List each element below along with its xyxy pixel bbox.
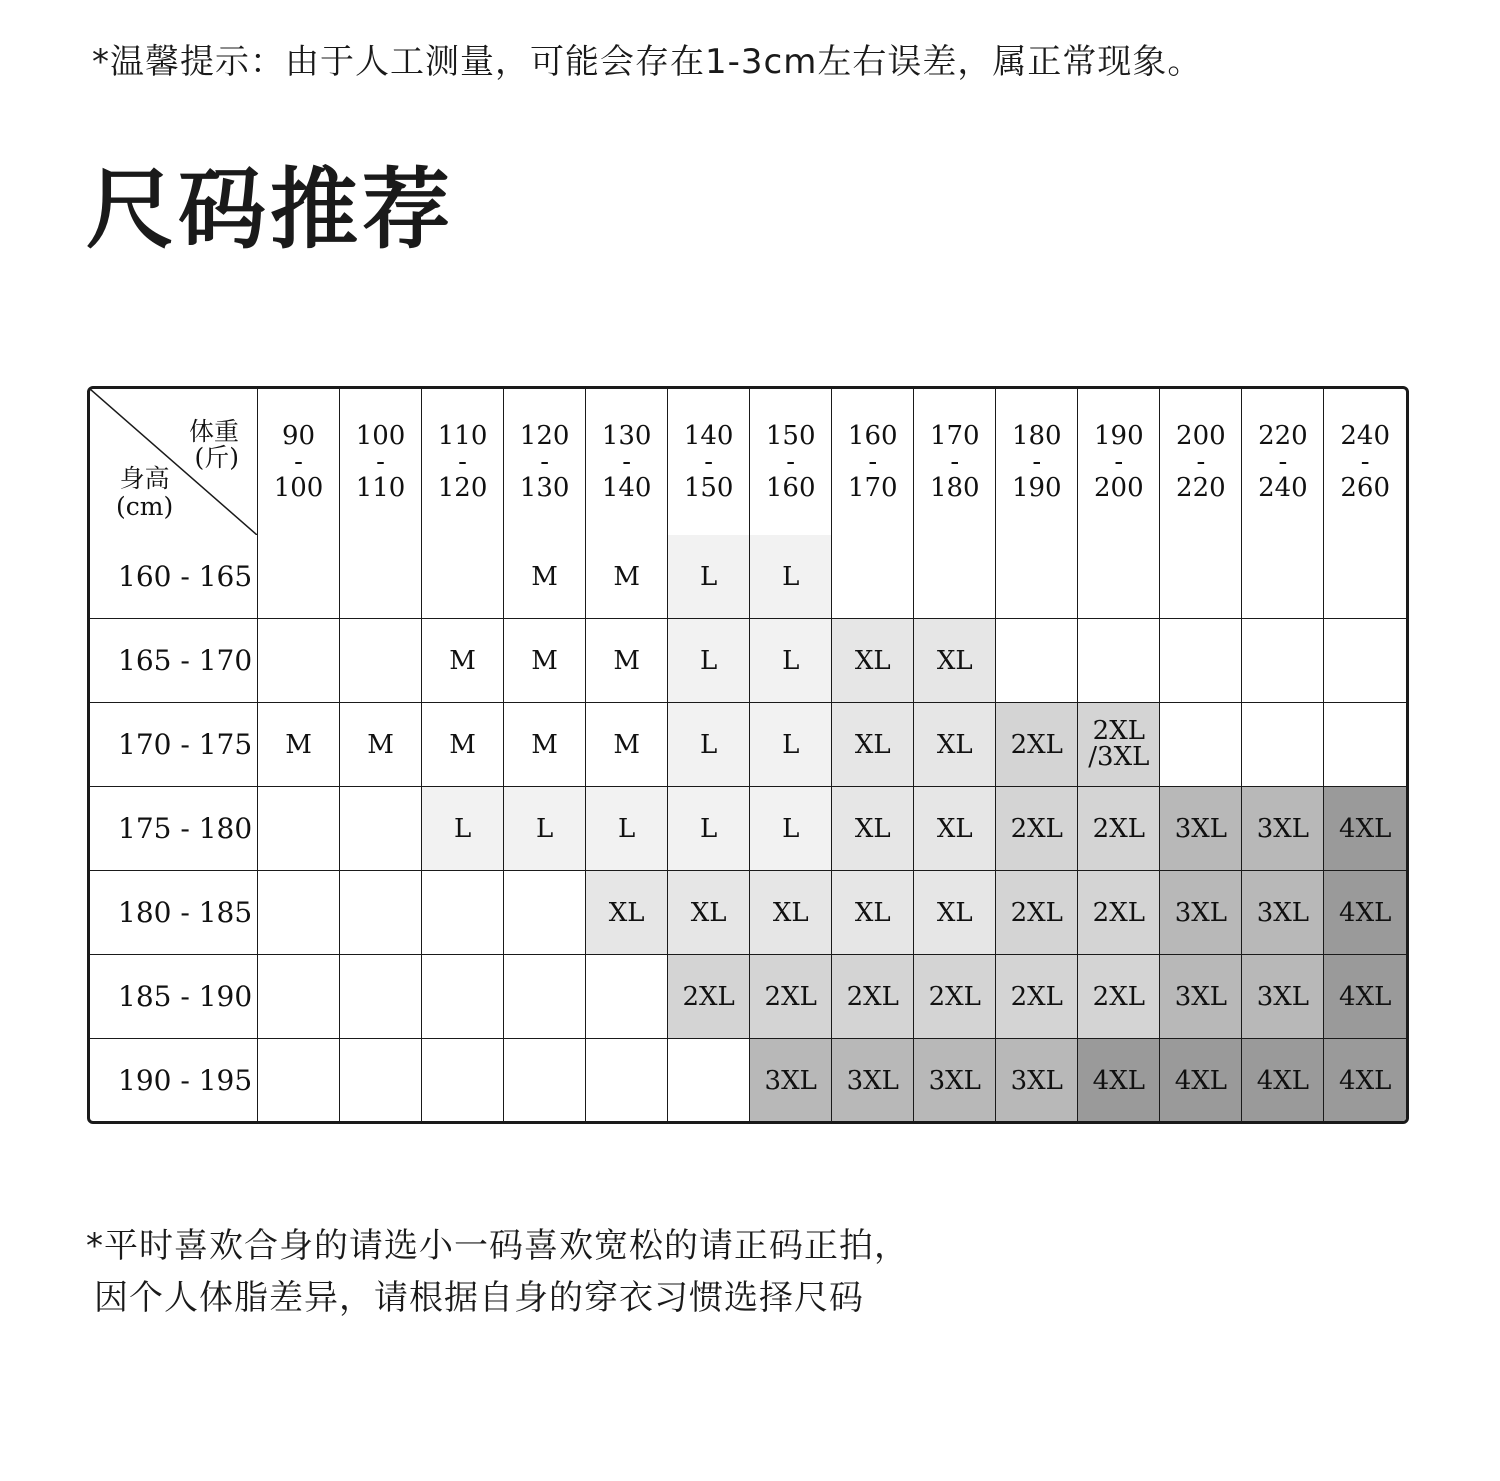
size-cell: M (258, 703, 340, 787)
weight-range-min: 180 (1011, 421, 1062, 451)
size-cell: 3XL (1242, 955, 1324, 1039)
size-cell (258, 955, 340, 1039)
size-cell: 2XL (1078, 787, 1160, 871)
size-cell: XL (832, 619, 914, 703)
size-cell (832, 535, 914, 619)
weight-range-min: 90 (281, 421, 316, 451)
size-cell (258, 871, 340, 955)
size-table-frame (87, 386, 1409, 1124)
height-range-cell: 185 - 190 (90, 955, 258, 1039)
size-cell: L (668, 619, 750, 703)
weight-column-header (1078, 389, 1160, 535)
weight-range-min: 100 (355, 421, 406, 451)
size-cell (1078, 703, 1160, 787)
size-cell: 3XL (1160, 787, 1242, 871)
weight-range-dash: - (376, 447, 385, 477)
size-cell (340, 955, 422, 1039)
weight-range-max: 150 (683, 473, 734, 503)
size-cell: L (422, 787, 504, 871)
size-cell: 4XL (1324, 871, 1406, 955)
size-cell: M (504, 619, 586, 703)
size-cell (258, 619, 340, 703)
size-cell (1078, 535, 1160, 619)
size-cell: 2XL (750, 955, 832, 1039)
weight-column-header (586, 389, 668, 535)
size-cell (1078, 619, 1160, 703)
weight-range-dash: - (1196, 447, 1206, 477)
size-cell: L (504, 787, 586, 871)
size-cell: L (750, 619, 832, 703)
weight-column-header (340, 389, 422, 535)
height-range-cell: 165 - 170 (90, 619, 258, 703)
weight-range-min: 200 (1176, 421, 1226, 451)
size-cell (1324, 703, 1406, 787)
table-corner-cell (90, 389, 258, 535)
weight-range-min: 150 (765, 421, 816, 451)
size-cell: M (504, 703, 586, 787)
weight-range-dash: - (786, 447, 796, 477)
weight-column-header (914, 389, 996, 535)
weight-axis-label (189, 419, 239, 471)
weight-range-dash: - (1278, 447, 1288, 477)
weight-column-header (422, 389, 504, 535)
size-cell: M (340, 703, 422, 787)
size-cell: 3XL (1160, 871, 1242, 955)
weight-label-text: 体重 (188, 417, 239, 446)
size-cell: XL (586, 871, 668, 955)
size-cell: XL (914, 619, 996, 703)
size-recommendation-table (90, 389, 1406, 1122)
size-cell: 2XL (914, 955, 996, 1039)
size-cell: XL (750, 871, 832, 955)
weight-range-max: 130 (519, 473, 570, 503)
size-cell (258, 787, 340, 871)
weight-range-min: 170 (929, 421, 980, 451)
weight-column-header (668, 389, 750, 535)
size-cell (668, 1039, 750, 1123)
weight-range-dash: - (540, 447, 549, 477)
weight-range-max: 100 (273, 473, 324, 503)
weight-range-dash: - (1032, 447, 1042, 477)
size-cell: 3XL (1160, 955, 1242, 1039)
size-cell: XL (832, 871, 914, 955)
size-cell: XL (668, 871, 750, 955)
size-cell (586, 955, 668, 1039)
size-cell (996, 619, 1078, 703)
size-cell: 2XL (1078, 871, 1160, 955)
weight-range-min: 140 (683, 421, 734, 451)
size-cell (1242, 535, 1324, 619)
size-cell: 3XL (750, 1039, 832, 1123)
size-cell (996, 535, 1078, 619)
weight-range-max: 160 (765, 473, 816, 503)
weight-range-max: 180 (929, 473, 980, 503)
weight-range-min: 190 (1094, 421, 1144, 451)
size-cell: 4XL (1242, 1039, 1324, 1123)
size-value: 2XL /3XL (1088, 715, 1150, 772)
size-cell: M (422, 703, 504, 787)
height-axis-label (116, 465, 173, 521)
size-cell (422, 871, 504, 955)
size-cell: 4XL (1324, 787, 1406, 871)
height-range-cell: 170 - 175 (90, 703, 258, 787)
size-cell: L (750, 703, 832, 787)
table-row (90, 787, 1406, 871)
size-cell (340, 1039, 422, 1123)
size-cell (340, 871, 422, 955)
table-row (90, 619, 1406, 703)
size-cell: 3XL (1242, 787, 1324, 871)
size-cell: L (668, 535, 750, 619)
size-cell: 2XL (668, 955, 750, 1039)
weight-column-header (504, 389, 586, 535)
weight-range-min: 110 (437, 421, 488, 451)
table-row (90, 1039, 1406, 1123)
size-cell: 3XL (996, 1039, 1078, 1123)
size-cell (914, 535, 996, 619)
weight-range-min: 130 (601, 421, 652, 451)
table-row (90, 871, 1406, 955)
size-cell (258, 535, 340, 619)
size-cell (422, 1039, 504, 1123)
size-cell (586, 1039, 668, 1123)
size-cell: L (750, 787, 832, 871)
weight-range-min: 160 (847, 421, 898, 451)
size-cell: XL (914, 787, 996, 871)
size-cell: L (668, 787, 750, 871)
size-cell (1160, 619, 1242, 703)
weight-range-max: 120 (437, 473, 488, 503)
size-cell: 4XL (1324, 955, 1406, 1039)
height-range-cell: 180 - 185 (90, 871, 258, 955)
size-cell (1160, 703, 1242, 787)
weight-range-max: 140 (601, 473, 652, 503)
size-cell: XL (914, 703, 996, 787)
weight-range-dash: - (868, 447, 878, 477)
size-cell: L (668, 703, 750, 787)
height-range-cell: 190 - 195 (90, 1039, 258, 1123)
size-cell: XL (832, 703, 914, 787)
size-cell (1324, 619, 1406, 703)
weight-range-dash: - (704, 447, 714, 477)
size-cell: 2XL (996, 955, 1078, 1039)
weight-range-dash: - (1114, 447, 1124, 477)
weight-unit-text: (斤) (194, 443, 239, 472)
size-cell: 4XL (1078, 1039, 1160, 1123)
weight-column-header (750, 389, 832, 535)
size-cell: M (586, 703, 668, 787)
note-line-1: *平时喜欢合身的请选小一码喜欢宽松的请正码正拍， (86, 1226, 909, 1266)
size-cell: 2XL (996, 703, 1078, 787)
weight-column-header (832, 389, 914, 535)
weight-range-max: 110 (355, 473, 406, 503)
weight-column-header (1242, 389, 1324, 535)
size-cell: 2XL (1078, 955, 1160, 1039)
size-cell: XL (832, 787, 914, 871)
size-cell (1160, 535, 1242, 619)
weight-range-max: 240 (1258, 473, 1308, 503)
size-cell: 2XL (996, 871, 1078, 955)
size-cell (258, 1039, 340, 1123)
size-cell (504, 955, 586, 1039)
size-cell: M (504, 535, 586, 619)
table-header-row (90, 389, 1406, 535)
size-cell: M (586, 619, 668, 703)
size-cell: M (586, 535, 668, 619)
weight-range-max: 170 (847, 473, 898, 503)
weight-range-dash: - (622, 447, 632, 477)
size-cell (340, 619, 422, 703)
size-cell (340, 787, 422, 871)
size-cell: L (750, 535, 832, 619)
weight-range-max: 260 (1340, 473, 1391, 503)
tip-text: *温馨提示：由于人工测量，可能会存在1-3cm左右误差，属正常现象。 (92, 42, 1203, 82)
size-cell: XL (914, 871, 996, 955)
weight-range-dash: - (294, 447, 303, 477)
weight-range-dash: - (458, 447, 467, 477)
weight-range-dash: - (1360, 447, 1370, 477)
size-cell (504, 1039, 586, 1123)
weight-range-dash: - (950, 447, 960, 477)
size-cell: L (586, 787, 668, 871)
weight-range-max: 220 (1176, 473, 1226, 503)
height-range-cell: 175 - 180 (90, 787, 258, 871)
height-range-cell: 160 - 165 (90, 535, 258, 619)
size-cell (422, 535, 504, 619)
weight-range-min: 220 (1258, 421, 1308, 451)
size-cell: M (422, 619, 504, 703)
page-title: 尺码推荐 (86, 158, 455, 261)
note-line-2: 因个人体脂差异，请根据自身的穿衣习惯选择尺码 (94, 1278, 864, 1318)
size-cell (1324, 535, 1406, 619)
table-row (90, 955, 1406, 1039)
table-row (90, 703, 1406, 787)
weight-range-min: 120 (519, 421, 570, 451)
weight-column-header (1324, 389, 1406, 535)
size-cell: 4XL (1160, 1039, 1242, 1123)
size-cell: 2XL (996, 787, 1078, 871)
size-cell: 3XL (1242, 871, 1324, 955)
size-cell: 3XL (832, 1039, 914, 1123)
table-row (90, 535, 1406, 619)
height-unit-text: (cm) (116, 492, 174, 521)
weight-range-max: 200 (1094, 473, 1144, 503)
weight-column-header (258, 389, 340, 535)
size-cell: 4XL (1324, 1039, 1406, 1123)
size-cell (422, 955, 504, 1039)
weight-column-header (1160, 389, 1242, 535)
weight-column-header (996, 389, 1078, 535)
height-label-text: 身高 (119, 464, 170, 493)
size-cell: 2XL (832, 955, 914, 1039)
table-body (90, 535, 1406, 1122)
size-cell (504, 871, 586, 955)
weight-range-max: 190 (1011, 473, 1062, 503)
size-cell (340, 535, 422, 619)
weight-range-min: 240 (1340, 421, 1391, 451)
size-cell: 3XL (914, 1039, 996, 1123)
bottom-note (86, 1220, 909, 1324)
size-cell (1242, 703, 1324, 787)
size-cell (1242, 619, 1324, 703)
